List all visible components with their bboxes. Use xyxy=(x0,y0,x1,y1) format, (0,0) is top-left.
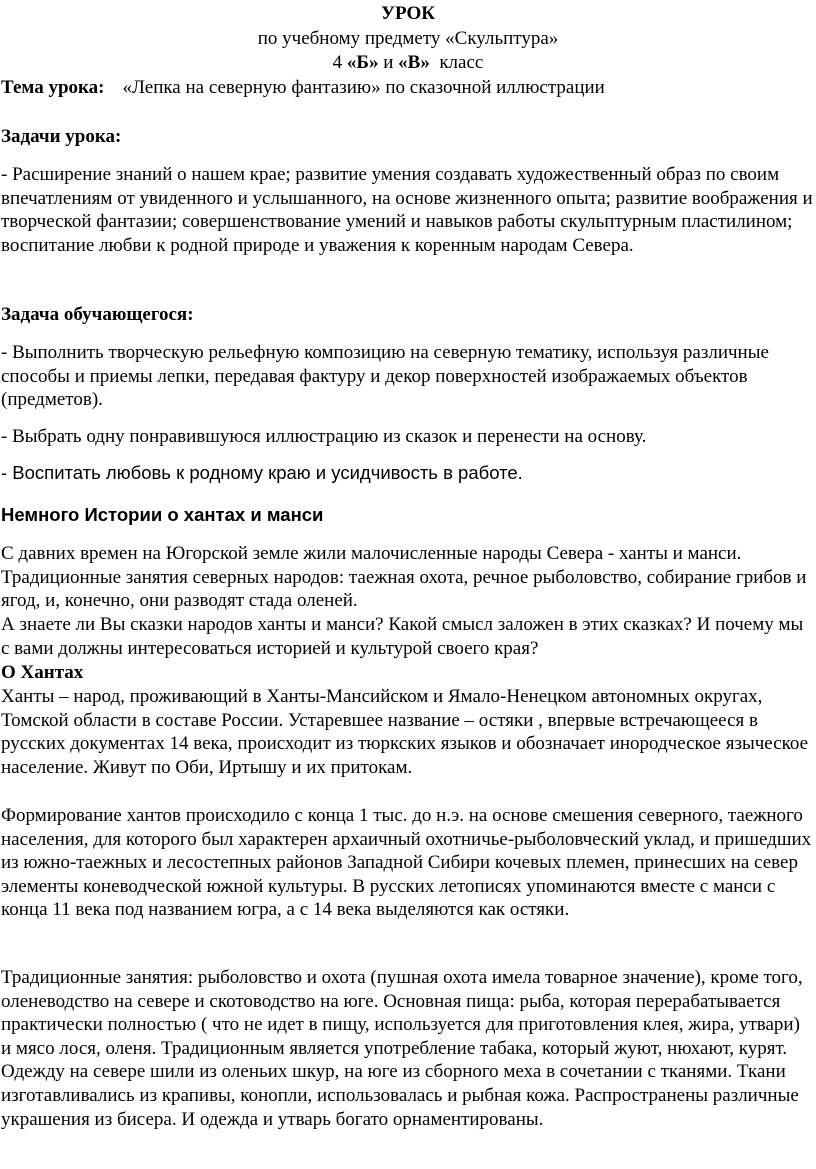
history-para-4: Формирование хантов происходило с конца 1 тыс. до н.э. на основе смешения северного, таежного населения, для которого был характерен архаичный охотничье-рыболовческий уклад, и пришедших из южно-таежных и лесостепных районов Западной Сибири кочевых племен, принесших на север элементы коневодческой южной культуры. В русских летописях упоминаются вместе с манси с конца 11 века под названием югра, а с 14 века выделяются как остяки. xyxy=(1,805,812,921)
student-task-item-3: - Воспитать любовь к родному краю и усидчивость в работе. xyxy=(1,462,523,483)
class-and: и xyxy=(378,52,399,73)
student-task-heading: Задача обучающегося: xyxy=(1,304,194,325)
class-v: «В» xyxy=(398,52,430,73)
history-para-5: Традиционные занятия: рыболовство и охота (пушная охота имела товарное значение), кроме того, оленеводство на севере и скотоводство на юге. Основная пища: рыба, которая перерабатывается практически полностью ( что не идет в пищу, используется для приготовления клея, жира, утвари) и мясо лося, оленя. Традиционным является употребление табака, который жуют, нюхают, курят. Одежду на севере шили из оленьих шкур, на юге из сборного меха в сочетании с тканями. Ткани изготавливались из крапивы, конопли, использовалась и рыбная кожа. Распространены различные украшения из бисера. И одежда и утварь богато орнаментированы. xyxy=(1,967,803,1130)
history-para-3: Ханты – народ, проживающий в Ханты-Мансийском и Ямало-Ненецком автономных округах, Томской области в составе России. Устаревшее название – остяки , впервые встречающееся в русских документах 14 века, происходит из тюркских языков и обозначает инородческое языческое население. Живут по Оби, Иртышу и их притокам. xyxy=(1,686,809,778)
class-prefix: 4 xyxy=(332,52,347,73)
student-task-item-2: - Выбрать одну понравившуюся иллюстрацию из сказок и перенести на основу. xyxy=(1,426,647,447)
history-heading: Немного Истории о хантах и манси xyxy=(1,504,324,525)
history-para-1: С давних времен на Югорской земле жили малочисленные народы Севера - ханты и манси. Традиционные занятия северных народов: таежная охота, речное рыболовство, собирание грибов и ягод, и, конечно, они разводят стада оленей. xyxy=(1,543,807,612)
document-title: УРОК xyxy=(381,3,435,24)
khanty-heading: О Хантах xyxy=(1,662,84,683)
class-suffix: класс xyxy=(429,52,484,73)
lesson-topic xyxy=(1,77,605,99)
class-b: «Б» xyxy=(346,52,379,73)
subject-line: по учебному предмету «Скульптура» xyxy=(257,28,559,49)
topic-text: «Лепка на северную фантазию» по сказочной иллюстрации xyxy=(122,77,605,98)
tasks-text: - Расширение знаний о нашем крае; развитие умения создавать художественный образ по своим впечатлениям от увиденного и услышанного, на основе жизненного опыта; развитие воображения и творческой фантазии; совершенствование умений и навыков работы скульптурным пластилином; воспитание любви к родной природе и уважения к коренным народам Севера. xyxy=(1,164,813,256)
class-line xyxy=(0,52,816,74)
history-para-2: А знаете ли Вы сказки народов ханты и манси? Какой смысл заложен в этих сказках? И почему мы с вами должны интересоваться историей и культурой своего края? xyxy=(1,614,804,659)
topic-label: Тема урока: xyxy=(1,77,105,98)
student-task-item-1: - Выполнить творческую рельефную композицию на северную тематику, используя различные способы и приемы лепки, передавая фактуру и декор поверхностей изображаемых объектов (предметов). xyxy=(1,342,769,411)
tasks-heading: Задачи урока: xyxy=(1,126,122,147)
